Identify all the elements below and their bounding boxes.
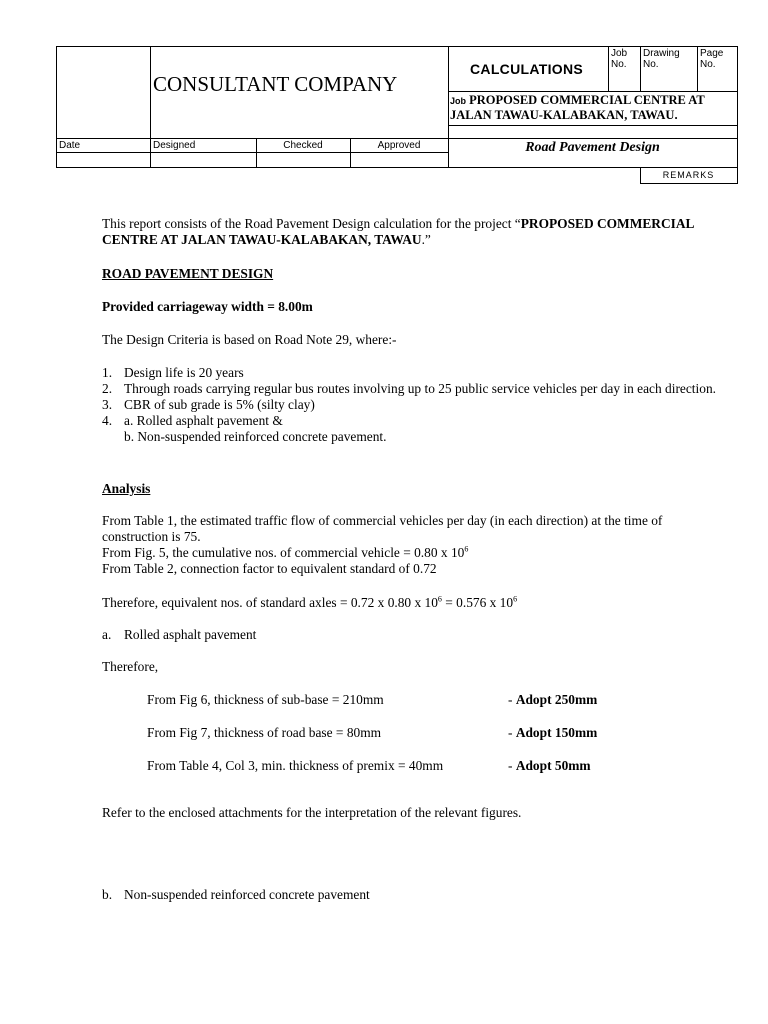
exponent: 6 — [464, 544, 469, 554]
list-subitem: b. Non-suspended reinforced concrete pavement. — [124, 429, 387, 444]
part-b-heading — [102, 887, 370, 903]
list-text: a. Rolled asphalt pavement & — [124, 413, 283, 428]
job-no-label: Job No. — [611, 48, 628, 70]
section-heading — [102, 266, 273, 282]
adopt-row-value — [508, 758, 591, 774]
adopt-dash: - — [508, 692, 516, 707]
exponent: 6 — [513, 594, 518, 604]
list-number: 1. — [102, 365, 113, 380]
analysis-line: From Table 1, the estimated traffic flow of commercial vehicles per day (in each direction) at the time of construction is 75. — [102, 513, 663, 544]
title-block-border — [737, 46, 738, 183]
title-block-border — [448, 125, 738, 126]
list-text: CBR of sub grade is 5% (silty clay) — [124, 397, 315, 412]
carriageway-line — [102, 299, 313, 315]
title-block-border — [608, 46, 609, 91]
carriageway-width: Provided carriageway width = 8.00m — [102, 299, 313, 314]
title-block-border — [640, 183, 738, 184]
remarks-label: REMARKS — [662, 170, 715, 180]
part-title: Rolled asphalt pavement — [124, 627, 257, 642]
intro-suffix: .” — [421, 232, 431, 247]
section-title: ROAD PAVEMENT DESIGN — [102, 266, 274, 281]
drawing-no-label: Drawing No. — [643, 48, 680, 70]
title-block-border — [697, 46, 698, 91]
list-item — [102, 397, 732, 413]
checked-label: Checked — [283, 140, 323, 151]
list-text: Through roads carrying regular bus routes involving up to 25 public service vehicles per day in each direction. — [124, 381, 716, 396]
intro-project-name: PROPOSED COMMERCIAL CENTRE AT JALAN TAWAU-KALABAKAN, TAWAU — [102, 216, 694, 247]
equation-part: Therefore, equivalent nos. of standard axles = 0.72 x 0.80 x 10 — [102, 595, 438, 610]
adopt-value: Adopt 250mm — [515, 692, 598, 707]
title-block-border — [640, 46, 641, 91]
analysis-line-text: From Fig. 5, the cumulative nos. of commercial vehicle = 0.80 x 10 — [102, 545, 465, 560]
exponent: 6 — [437, 594, 442, 604]
title-block-border — [56, 46, 738, 47]
title-block-border — [150, 46, 151, 167]
analysis-line: From Table 2, connection factor to equivalent standard of 0.72 — [102, 561, 437, 576]
calculations-label: CALCULATIONS — [470, 61, 583, 77]
analysis-line — [102, 545, 722, 561]
adopt-value: Adopt 150mm — [515, 725, 598, 740]
part-label: a. — [102, 627, 112, 642]
part-label: b. — [102, 887, 113, 902]
equation-part: = 0.576 x 10 — [441, 595, 514, 610]
list-number: 4. — [102, 413, 113, 428]
page-no-label: Page No. — [700, 48, 724, 70]
therefore-line: Therefore, — [102, 659, 159, 674]
adopt-value: Adopt 50mm — [515, 758, 591, 773]
adopt-row-text: From Table 4, Col 3, min. thickness of premix = 40mm — [147, 758, 444, 773]
analysis-paragraph — [102, 513, 722, 577]
adopt-row-text: From Fig 6, thickness of sub-base = 210mm — [147, 692, 384, 707]
equivalent-axles-line — [102, 595, 517, 611]
analysis-title: Analysis — [102, 481, 151, 496]
intro-prefix: This report consists of the Road Pavement Design calculation for the project “ — [102, 216, 521, 231]
adopt-dash: - — [508, 758, 516, 773]
adopt-row-value — [508, 725, 597, 741]
analysis-heading — [102, 481, 150, 497]
intro-paragraph — [102, 216, 732, 248]
list-item — [102, 381, 732, 397]
title-block-border — [56, 152, 448, 153]
criteria-list — [102, 365, 732, 445]
job-label: Job — [450, 96, 467, 106]
list-item — [102, 365, 732, 381]
designed-label: Designed — [153, 140, 196, 151]
criteria-intro: The Design Criteria is based on Road Note 29, where:- — [102, 332, 397, 347]
list-item — [102, 413, 732, 429]
part-title: Non-suspended reinforced concrete pavement — [124, 887, 370, 902]
title-block-border — [56, 46, 57, 167]
list-number: 3. — [102, 397, 113, 412]
job-title: PROPOSED COMMERCIAL CENTRE AT JALAN TAWAU-KALABAKAN, TAWAU. — [450, 93, 705, 122]
company-name: CONSULTANT COMPANY — [153, 72, 398, 96]
adopt-row-value — [508, 692, 597, 708]
subject-title: Road Pavement Design — [525, 140, 660, 155]
adopt-row-text: From Fig 7, thickness of road base = 80mm — [147, 725, 382, 740]
title-block-border — [448, 91, 738, 92]
adopt-dash: - — [508, 725, 516, 740]
refer-line: Refer to the enclosed attachments for the interpretation of the relevant figures. — [102, 805, 522, 820]
approved-label: Approved — [377, 140, 421, 151]
title-block-border — [56, 167, 738, 168]
date-label: Date — [59, 140, 81, 151]
title-block-border — [56, 138, 738, 139]
list-number: 2. — [102, 381, 113, 396]
job-title-block — [450, 93, 736, 122]
part-a-heading — [102, 627, 256, 643]
list-text: Design life is 20 years — [124, 365, 244, 380]
